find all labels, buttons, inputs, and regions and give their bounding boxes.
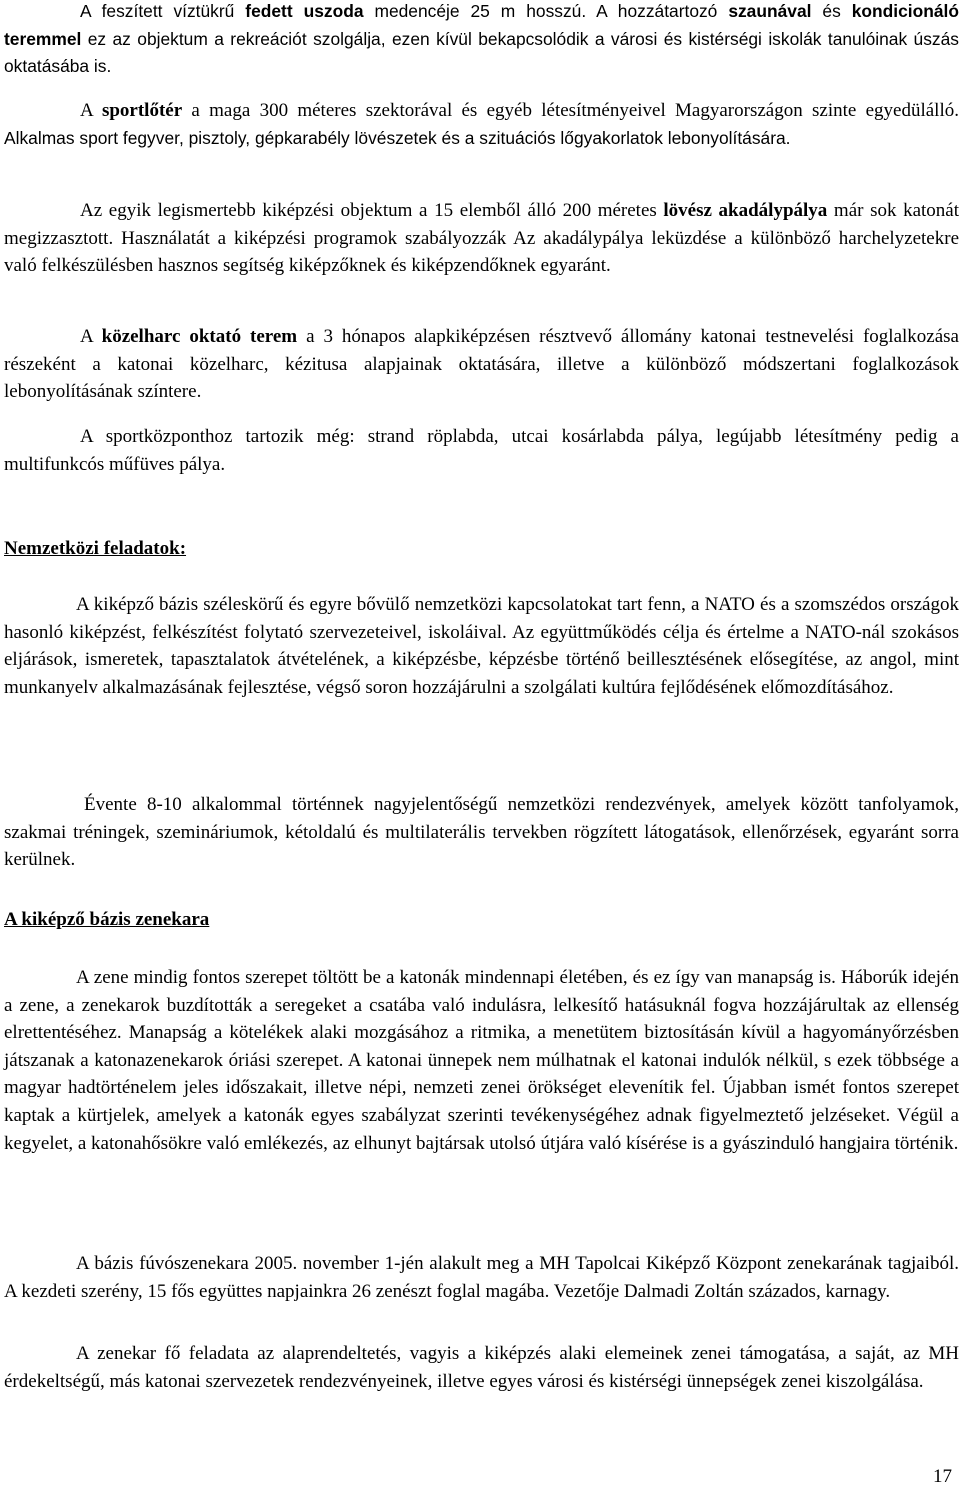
paragraph-zenekar-feladata: A zenekar fő feladata az alaprendeltetés, vagyis a kiképzés alaki elemeinek zenei támogatása, a saját, az MH érdekeltségű, más katonai szervezetek rendezvényeinek, illetve egyes városi és kistérségi ünnepségek zenei kiszolgálása.	[4, 1343, 959, 1392]
bold-term: lövész akadálypálya	[663, 200, 828, 221]
bold-term: sportlőtér	[101, 100, 183, 121]
paragraph-nemzetkozi-kapcsolatok: A kiképző bázis széleskörű és egyre bővülő nemzetközi kapcsolatokat tart fenn, a NATO és a szomszédos országok hasonló kiképzést, felkészítést folytató szervezeteivel, iskoláival. Az együttműködés célja és értelme a NATO-nál szokásos eljárások, ismeretek, tapasztalatok átvételének, a kiképzésbe, képzésbe történő beillesztésének elősegítése, az angol, mint munkanyelv alkalmazásának fejlesztése, végső soron hozzájárulni a szolgálati kultúra fejlődésének előmozdításához.	[4, 594, 959, 698]
text-run: már sok katonát megizzasztott. Használatát a kiképzési programok szabályozzák Az akadálypálya leküzdése a különböző harchelyzetekre való felkészülésben hasznos segítség kiképzőknek és kiképzendőknek egyaránt.	[4, 200, 959, 277]
paragraph-sportloter	[4, 97, 959, 152]
text-run: ez az objektum a rekreációt szolgálja, ezen kívül bekapcsolódik a városi és kistérségi iskolák tanulóinak úszás oktatásába is.	[4, 28, 959, 77]
text-run: és	[811, 1, 852, 21]
text-run: A	[80, 326, 102, 347]
paragraph-sportkozpont: A sportközponthoz tartozik még: strand röplabda, utcai kosárlabda pálya, legújabb létesítmény pedig a multifunkcós műfüves pálya.	[4, 426, 959, 475]
text-run: a 3 hónapos alapkiképzésen résztvevő állomány katonai testnevelési foglalkozása részeként a katonai közelharc, kézitusa alapjainak oktatására, illetve a különböző módszertani foglalkozások lebonyolításának színtere.	[4, 326, 959, 403]
text-run: A	[80, 100, 102, 121]
text-run: medencéje 25 m hosszú. A hozzátartozó	[363, 1, 729, 21]
paragraph-kozelharc	[4, 323, 959, 406]
text-run: a maga 300 méteres szektorával és egyéb létesítményeivel Magyarországon szinte egyedülálló.	[182, 100, 959, 121]
text-run: Az egyik legismertebb kiképzési objektum a 15 elemből álló 200 méretes	[80, 200, 664, 221]
bold-term: kondicionáló teremmel	[4, 1, 959, 49]
paragraph-zene-szerepe: A zene mindig fontos szerepet töltött be a katonák mindennapi életében, és ez így van manapság is. Háborúk idején a zene, a zenekarok buzdították a seregeket a csatába való indulásra, lelkesítő hatásuknál fogva hozzájárultak az ellenség elrettentéséhez. Manapság a kötelékek alaki mozgásához a ritmika, a menetütem biztosításán kívül a hagyományőrzésben játszanak a katonazenekarok óriási szerepet. A katonai ünnepek nem múlhatnak el katonai indulók nélkül, s ezek többsége a magyar hadtörténelem jeles időszakait, illetve népi, nemzeti zenei örökséget elevenítik fel. Újabban ismét fontos szerepet kaptak a kürtjelek, amelyek a katonák egyes szabályzat szerinti tevékenységéhez adnak figyelmeztető jelzéseket. Végül a kegyelet, a katonahősökre való emlékezés, az elhunyt bajtársak utolsó útjára való kísérése is a gyászinduló hangjaira történik.	[4, 967, 959, 1154]
bold-term: közelharc oktató terem	[101, 326, 298, 347]
paragraph-akadalypalya	[4, 197, 959, 280]
bold-term: fedett uszoda	[245, 1, 364, 21]
page-number: 17	[933, 1466, 952, 1487]
paragraph-uszoda	[4, 0, 959, 81]
text-run: A feszített víztükrű	[80, 1, 246, 21]
paragraph-rendezvenyek: Évente 8-10 alkalommal történnek nagyjelentőségű nemzetközi rendezvények, amelyek között tanfolyamok, szakmai tréningek, szemináriumok, kétoldalú és multilaterális tervekben rögzített látogatások, ellenőrzések, egyaránt sorra kerülnek.	[4, 794, 959, 871]
section-heading-nemzetkozi: Nemzetközi feladatok:	[4, 538, 187, 559]
bold-term: szaunával	[728, 1, 812, 21]
section-heading-zenekar: A kiképző bázis zenekara	[4, 909, 210, 930]
text-run: Alkalmas sport fegyver, pisztoly, gépkarabély lövészetek és a szituációs lőgyakorlatok lebonyolítására.	[4, 127, 791, 148]
paragraph-fuvoszenekar: A bázis fúvószenekara 2005. november 1-jén alakult meg a MH Tapolcai Kiképző Központ zenekarának tagjaiból. A kezdeti szerény, 15 fős együttes napjainkra 26 zenészt foglal magába. Vezetője Dalmadi Zoltán százados, karnagy.	[4, 1253, 959, 1302]
